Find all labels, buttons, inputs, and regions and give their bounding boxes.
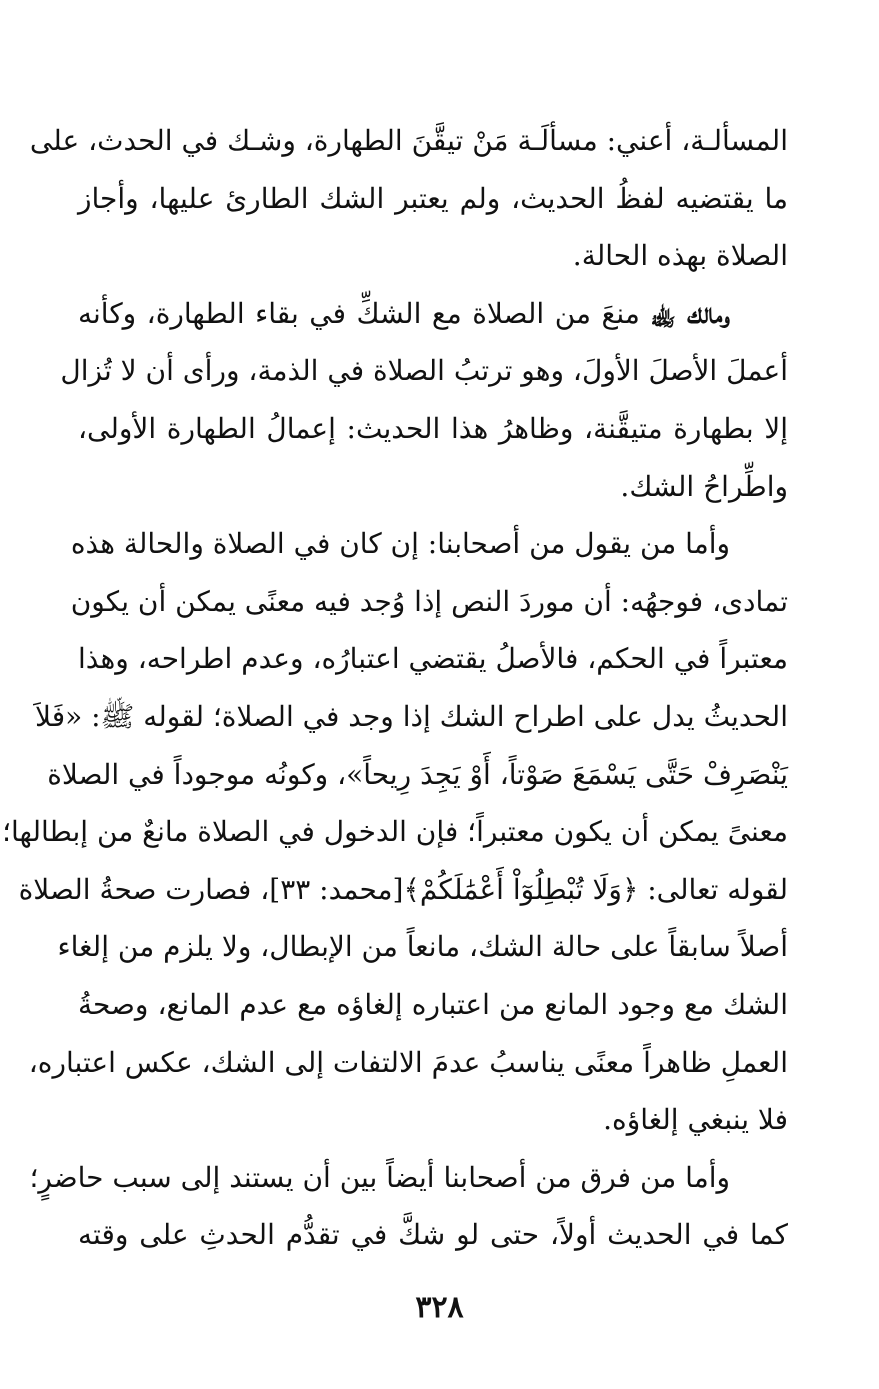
paragraph-2 [60, 285, 788, 515]
text-line: فلا ينبغي إلغاؤه. [603, 1103, 788, 1137]
text-line: وأما من فرق من أصحابنا أيضاً بين أن يستند إلى سبب حاضرٍ؛ [29, 1160, 730, 1194]
text-line: المسألـة، أعني: مسألَـة مَنْ تيقَّنَ الطهارة، وشـك في الحدث، على [29, 124, 788, 157]
text-line: إلا بطهارة متيقَّنة، وظاهرُ هذا الحديث: إعمالُ الطهارة الأولى، [78, 411, 788, 445]
text-line: ما يقتضيه لفظُ الحديث، ولم يعتبر الشك الطارئ عليها، وأجاز [78, 181, 788, 215]
text-line: الحديثُ يدل على اطراح الشك إذا وجد في الصلاة؛ لقوله ﷺ: «فَلاَ [34, 699, 788, 733]
bold-lead: ومالك ﵀ [650, 296, 730, 330]
text-line: الصلاة بهذه الحالة. [572, 239, 788, 273]
page-number: ٣٢٨ [415, 1290, 464, 1325]
paragraph-4 [29, 1149, 788, 1264]
paragraph-1 [29, 112, 788, 285]
text-line: يَنْصَرِفْ حَتَّى يَسْمَعَ صَوْتاً، أَوْ يَجِدَ رِيحاً»، وكونُه موجوداً في الصلاة [47, 757, 788, 791]
text-line: أعملَ الأصلَ الأولَ، وهو ترتبُ الصلاة في الذمة، ورأى أن لا تُزال [60, 354, 788, 388]
text-body [2, 112, 788, 1264]
text-line: كما في الحديث أولاً، حتى لو شكَّ في تقدُّم الحدثِ على وقته [78, 1218, 788, 1252]
text-line: واطِّراحُ الشك. [620, 469, 788, 503]
text-line: الشك مع وجود المانع من اعتباره إلغاؤه مع عدم المانع، وصحةُ [78, 987, 788, 1021]
text-line: معتبراً في الحكم، فالأصلُ يقتضي اعتبارُه، وعدم اطراحه، وهذا [78, 642, 788, 676]
text-line: لقوله تعالى: ﴿وَلَا تُبْطِلُوٓاْ أَعْمَٰلَكُمْ﴾[محمد: ٣٣]، فصارت صحةُ الصلاة [18, 872, 788, 906]
text-run: منعَ من الصلاة مع الشكِّ في بقاء الطهارة، وكأنه [78, 296, 640, 330]
text-line: تمادى، فوجهُه: أن موردَ النص إذا وُجد فيه معنًى يمكن أن يكون [70, 584, 788, 618]
text-line: معنىً يمكن أن يكون معتبراً؛ فإن الدخول في الصلاة مانعٌ من إبطالها؛ [2, 815, 788, 849]
text-line: أصلاً سابقاً على حالة الشك، مانعاً من الإبطال، ولا يلزم من إلغاء [57, 930, 788, 964]
text-line: العملِ ظاهراً معنًى يناسبُ عدمَ الالتفات إلى الشك، عكس اعتباره، [28, 1045, 788, 1079]
text-line [78, 285, 788, 343]
paragraph-3 [2, 515, 788, 1149]
text-line: وأما من يقول من أصحابنا: إن كان في الصلاة والحالة هذه [70, 527, 730, 561]
